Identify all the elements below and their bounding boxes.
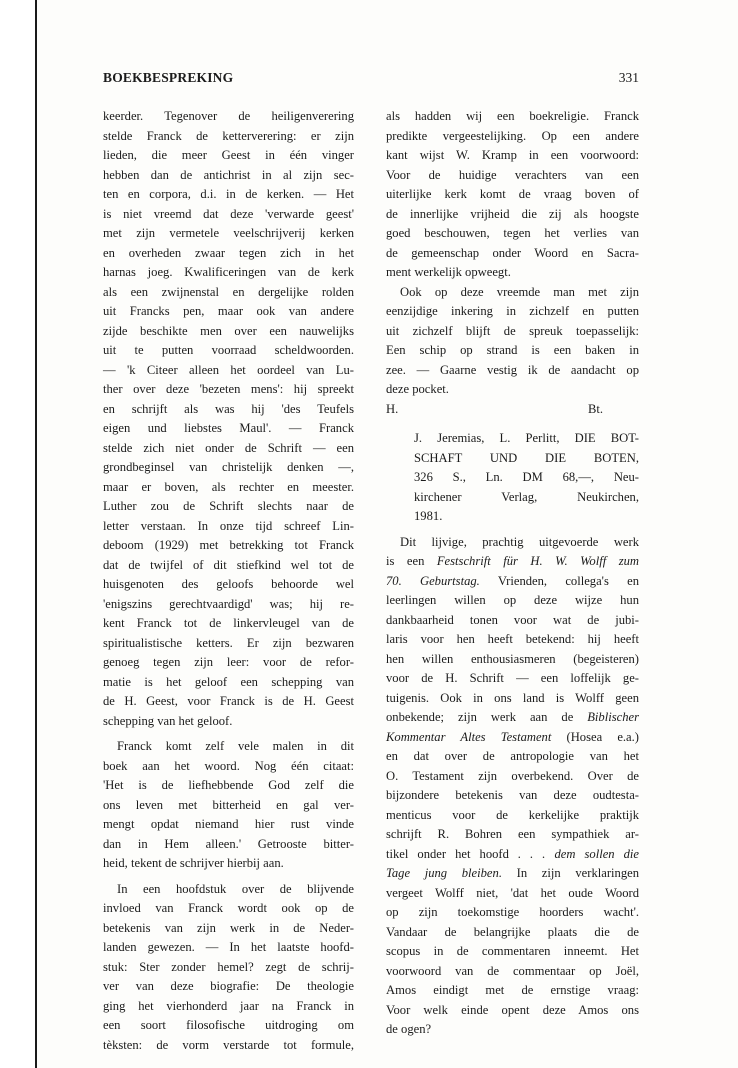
- text-line: invloed van Franck wordt ook op de: [103, 901, 354, 915]
- text-line: spiritualistische ketters. Er zijn bezwaren: [103, 635, 354, 650]
- book-reference: [386, 429, 639, 527]
- left-column: [103, 107, 354, 1055]
- running-header: [103, 70, 639, 90]
- right-paragraph-1: [386, 107, 639, 283]
- text-line: boek aan het woord. Nog één citaat:: [103, 758, 354, 773]
- left-paragraph-3: [103, 880, 354, 1056]
- text-line: betekenis van zijn werk in de Neder-: [103, 920, 354, 935]
- text-line: 70. Geburtstag. Vrienden, collega's en: [386, 573, 639, 588]
- text-line: kent Franck tot de linkervleugel van de: [103, 616, 354, 630]
- text-line: 'enigszins gerechtvaardigd' was; hij re-: [103, 596, 354, 611]
- text-line: huisgenoten des geloofs behoorde wel: [103, 577, 354, 591]
- festschrift-title: Festschrift für H. W. Wolff zum: [436, 554, 639, 568]
- text-line: hen willen enthousiasmeren (begeisteren): [386, 651, 639, 666]
- left-paragraph-2: [103, 737, 354, 874]
- text-line: mengt opdat niemand hier rust vinde: [103, 817, 354, 831]
- text-line: onbekende; zijn werk aan de Biblischer: [386, 710, 639, 724]
- section-title: BOEKBESPREKING: [103, 70, 234, 85]
- text-line: J. Jeremias, L. Perlitt, DIE BOT-: [414, 431, 639, 445]
- text-line: schrijft R. Bohren een sympathiek ar-: [386, 827, 639, 841]
- text-line: is een Festschrift für H. W. Wolff zum: [386, 554, 639, 568]
- text-line: Tage jung bleiben. In zijn verklaringen: [386, 866, 640, 880]
- text-line: deboom (1929) met betrekking tot Franck: [103, 538, 354, 552]
- text-line: en schrijft als was hij 'des Teufels: [103, 401, 354, 416]
- text-line: goed beschouwen, tegen het verlies van: [386, 226, 639, 240]
- text-line: als een zwijnenstal en dergelijke rolden: [103, 284, 354, 299]
- text-line: uit Francks pen, maar ook van andere: [103, 304, 354, 318]
- text-line: de innerlijke vrijheid die zij als hoogste: [386, 206, 639, 221]
- text-line: Voor de huidige verachters van een: [386, 167, 639, 182]
- commentary-title-cont: Kommentar Altes Testament: [386, 729, 552, 744]
- text-line: Een schip op strand is een baken in: [386, 343, 639, 357]
- article-title: . . . dem sollen die: [517, 846, 639, 861]
- article-title-cont: Tage jung bleiben.: [386, 866, 502, 880]
- text-line: Voor welk einde opent deze Amos ons: [386, 1002, 639, 1017]
- text-line: heid, tekent de schrijver hierbij aan.: [103, 856, 284, 870]
- text-line: genoeg tegen zijn leer: voor de refor-: [103, 655, 354, 669]
- text-line: op zijn toekomstige hoorders wacht'.: [386, 905, 639, 919]
- text-line: en dat over de antropologie van het: [386, 749, 639, 763]
- text-line: ging het vierhonderd jaar na Franck in: [103, 998, 354, 1013]
- reviewer-initials: Bt.: [587, 401, 603, 416]
- text-line: vergeet Wolff niet, 'dat het oude Woord: [386, 885, 639, 900]
- commentary-title: Biblischer: [587, 710, 639, 724]
- text-line: Vandaar de belangrijke plaats die de: [386, 924, 639, 939]
- text-line: als hadden wij een boekreligie. Franck: [386, 109, 639, 123]
- scan-binding-edge: [0, 0, 37, 1068]
- text-line: kant wijst W. Kramp in een voorwoord:: [386, 148, 639, 162]
- signature-initial: H.: [386, 401, 399, 416]
- text-line: uit te putten voorraad scheldwoorden.: [103, 343, 354, 357]
- text-line: eigen und liebstes Maul'. — Franck: [103, 421, 354, 435]
- text-line: tuigenis. Ook in ons land is Wolff geen: [386, 690, 639, 705]
- text-line: menticus voor de kerkelijke praktijk: [386, 807, 639, 822]
- text-line: 326 S., Ln. DM 68,—, Neu-: [414, 470, 639, 484]
- text-line: stelde zich niet onder de Schrift — een: [103, 440, 354, 455]
- text-line: Ook op deze vreemde man met zijn: [400, 284, 639, 299]
- text-line: maar er boven, als rechter en meester.: [103, 479, 354, 494]
- right-column: [386, 107, 639, 1040]
- text-line: Luther zou de Schrift slechts naar de: [103, 499, 354, 513]
- text-line: predikte vergeestelijking. Op een andere: [386, 128, 639, 143]
- text-line: dan in Hem alleen.' Getrooste bitter-: [103, 836, 354, 851]
- right-paragraph-2: [386, 283, 639, 400]
- text-line: de ogen?: [386, 1022, 432, 1036]
- text-line: dat de twijfel of dit stiefkind wel tot de: [103, 557, 354, 572]
- text-line: 'Het is de liefhebbende God zelf die: [103, 778, 354, 792]
- left-paragraph-1: [103, 107, 354, 731]
- text-line: kirchener Verlag, Neukirchen,: [414, 489, 639, 504]
- text-line: harnas joeg. Kwalificeringen van de kerk: [103, 265, 354, 279]
- text-line: landen gewezen. — In het laatste hoofd-: [103, 940, 354, 954]
- text-line: de H. Geest, voor Franck is de H. Geest: [103, 694, 354, 708]
- text-line: ten en corpora, d.i. in de kerken. — Het: [103, 187, 354, 201]
- text-line: tikel onder het hoofd . . . dem sollen die: [386, 846, 639, 861]
- text-line: zijde beschikte men over een nauwelijks: [103, 323, 354, 338]
- text-line: stuk: Ster zonder hemel? zegt de schrij-: [103, 959, 354, 974]
- text-line: uit zichzelf blijft de spreuk toepasselijk:: [386, 323, 639, 338]
- text-line: Dit lijvige, prachtig uitgevoerde werk: [400, 534, 639, 549]
- text-line: een soort filosofische uitdroging om: [103, 1018, 354, 1032]
- text-line: Kommentar Altes Testament (Hosea e.a.): [386, 729, 639, 744]
- text-line: zee. — Gaarne vestig ik de aandacht op: [386, 362, 639, 377]
- text-line: is niet vreemd dat deze 'verwarde geest': [103, 206, 354, 221]
- text-line: leerlingen willen op deze wijze hun: [386, 593, 639, 607]
- text-line: ment werkelijk opweegt.: [386, 265, 511, 279]
- page-number: 331: [618, 70, 639, 85]
- text-line: dankbaarheid tonen voor wat de jubi-: [386, 612, 639, 627]
- text-line: ons leven met bitterheid en gal ver-: [103, 797, 354, 812]
- text-line: grondbeginsel van christelijk denken —,: [103, 460, 354, 474]
- text-line: tèksten: de vorm verstarde tot formule,: [103, 1037, 354, 1052]
- text-line: — 'k Citeer alleen het oordeel van Lu-: [103, 362, 354, 377]
- text-line: eenzijdige inkering in zichzelf en putten: [386, 304, 639, 318]
- text-line: In een hoofdstuk over de blijvende: [117, 881, 354, 896]
- text-line: bijzondere betekenis van deze oudtesta-: [386, 788, 639, 802]
- text-line: SCHAFT UND DIE BOTEN,: [414, 450, 639, 465]
- book-page: [37, 0, 738, 1068]
- festschrift-title-cont: 70. Geburtstag.: [386, 573, 480, 588]
- text-line: uiterlijke kerk komt de vraag boven of: [386, 187, 639, 201]
- text-line: ver van deze biografie: De theologie: [103, 979, 354, 993]
- text-line: deze pocket.: [386, 382, 449, 396]
- text-line: Amos eindigt met de ernstige vraag:: [386, 983, 639, 997]
- text-line: voorwoord van de commentaar op Joël,: [386, 963, 639, 978]
- text-line: O. Testament zijn overbekend. Over de: [386, 768, 639, 783]
- text-line: ther over deze 'bezeten mens': hij spreekt: [103, 382, 354, 396]
- text-line: 1981.: [414, 509, 443, 523]
- text-line: matie is het geloof een schepping van: [103, 674, 354, 689]
- text-line: letter verstaan. In onze tijd schreef Lin-: [103, 518, 354, 533]
- text-line: lieden, die meer Geest in één vinger: [103, 148, 354, 162]
- text-line: de gemeenschap onder Woord en Sacra-: [386, 245, 639, 260]
- text-line: scopus in de commentaren inneemt. Het: [386, 944, 639, 958]
- text-line: en overheden zwaar tegen zich in het: [103, 245, 354, 260]
- text-line: stelde Franck de ketterverering: er zijn: [103, 128, 354, 143]
- text-line: met zijn vermetele veelschrijverij kerken: [103, 226, 354, 240]
- text-line: hebben dan de antichrist in al zijn sec-: [103, 167, 354, 182]
- text-line: laris voor hen heeft betekend: hij heeft: [386, 632, 639, 646]
- review-signature: [386, 400, 639, 420]
- text-line: schepping van het geloof.: [103, 713, 233, 728]
- text-line: Franck komt zelf vele malen in dit: [117, 739, 354, 753]
- right-paragraph-3: [386, 533, 639, 1040]
- text-line: keerder. Tegenover de heiligenverering: [103, 109, 354, 123]
- text-line: voor de H. Schrift — een loffelijk ge-: [386, 671, 639, 685]
